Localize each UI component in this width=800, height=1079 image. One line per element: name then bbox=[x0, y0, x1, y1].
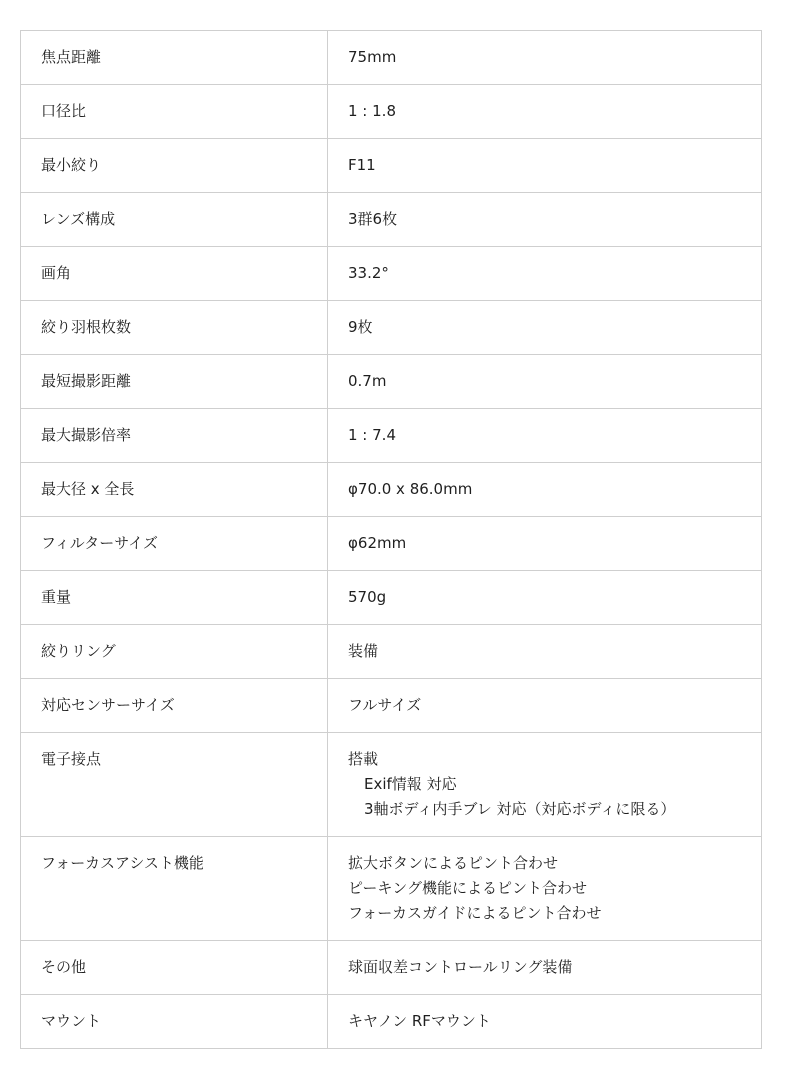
spec-row-min-aperture bbox=[21, 139, 762, 193]
spec-row-lens-construction bbox=[21, 193, 762, 247]
spec-label: フィルターサイズ bbox=[21, 517, 328, 571]
spec-row-min-focus-distance bbox=[21, 355, 762, 409]
spec-label: 対応センサーサイズ bbox=[21, 679, 328, 733]
spec-row-max-magnification bbox=[21, 409, 762, 463]
spec-value-line: フォーカスガイドによるピント合わせ bbox=[348, 904, 602, 922]
spec-label: 最短撮影距離 bbox=[21, 355, 328, 409]
spec-value-line: Exif情報 対応 bbox=[364, 775, 457, 793]
spec-value: フルサイズ bbox=[328, 679, 762, 733]
spec-label: 最大径 x 全長 bbox=[21, 463, 328, 517]
spec-value-line: 拡大ボタンによるピント合わせ bbox=[348, 854, 559, 872]
spec-label: 最大撮影倍率 bbox=[21, 409, 328, 463]
spec-value: 9枚 bbox=[328, 301, 762, 355]
spec-value-line: 搭載 bbox=[348, 750, 379, 768]
spec-row-focal-length bbox=[21, 31, 762, 85]
spec-label: 画角 bbox=[21, 247, 328, 301]
spec-label: 口径比 bbox=[21, 85, 328, 139]
spec-value: 球面収差コントロールリング装備 bbox=[328, 941, 762, 995]
spec-value: φ70.0 x 86.0mm bbox=[328, 463, 762, 517]
spec-label: レンズ構成 bbox=[21, 193, 328, 247]
spec-label: 電子接点 bbox=[21, 733, 328, 837]
spec-value: 1 : 1.8 bbox=[328, 85, 762, 139]
spec-label: マウント bbox=[21, 995, 328, 1049]
spec-label: 重量 bbox=[21, 571, 328, 625]
spec-row-aperture-ratio bbox=[21, 85, 762, 139]
spec-value-multiline bbox=[328, 837, 762, 941]
spec-value: 1 : 7.4 bbox=[328, 409, 762, 463]
spec-value: F11 bbox=[328, 139, 762, 193]
spec-row-mount bbox=[21, 995, 762, 1049]
spec-row-angle-of-view bbox=[21, 247, 762, 301]
spec-row-aperture-blades bbox=[21, 301, 762, 355]
spec-row-electronic-contacts bbox=[21, 733, 762, 837]
spec-label: 絞り羽根枚数 bbox=[21, 301, 328, 355]
spec-value: 3群6枚 bbox=[328, 193, 762, 247]
spec-value-line: ピーキング機能によるピント合わせ bbox=[348, 879, 587, 897]
spec-value: 33.2° bbox=[328, 247, 762, 301]
spec-row-focus-assist bbox=[21, 837, 762, 941]
spec-value: 75mm bbox=[328, 31, 762, 85]
spec-label: 焦点距離 bbox=[21, 31, 328, 85]
lens-spec-table bbox=[20, 30, 762, 1049]
spec-value-line: 3軸ボディ内手ブレ 対応（対応ボディに限る） bbox=[364, 800, 676, 818]
spec-value: キヤノン RFマウント bbox=[328, 995, 762, 1049]
spec-label: 絞りリング bbox=[21, 625, 328, 679]
spec-row-dimensions bbox=[21, 463, 762, 517]
spec-value: 装備 bbox=[328, 625, 762, 679]
spec-value-multiline bbox=[328, 733, 762, 837]
spec-row-aperture-ring bbox=[21, 625, 762, 679]
spec-row-sensor-size bbox=[21, 679, 762, 733]
spec-label: フォーカスアシスト機能 bbox=[21, 837, 328, 941]
spec-value: 0.7m bbox=[328, 355, 762, 409]
spec-row-weight bbox=[21, 571, 762, 625]
spec-row-filter-size bbox=[21, 517, 762, 571]
spec-label: その他 bbox=[21, 941, 328, 995]
spec-value: φ62mm bbox=[328, 517, 762, 571]
spec-row-other bbox=[21, 941, 762, 995]
spec-label: 最小絞り bbox=[21, 139, 328, 193]
spec-value: 570g bbox=[328, 571, 762, 625]
